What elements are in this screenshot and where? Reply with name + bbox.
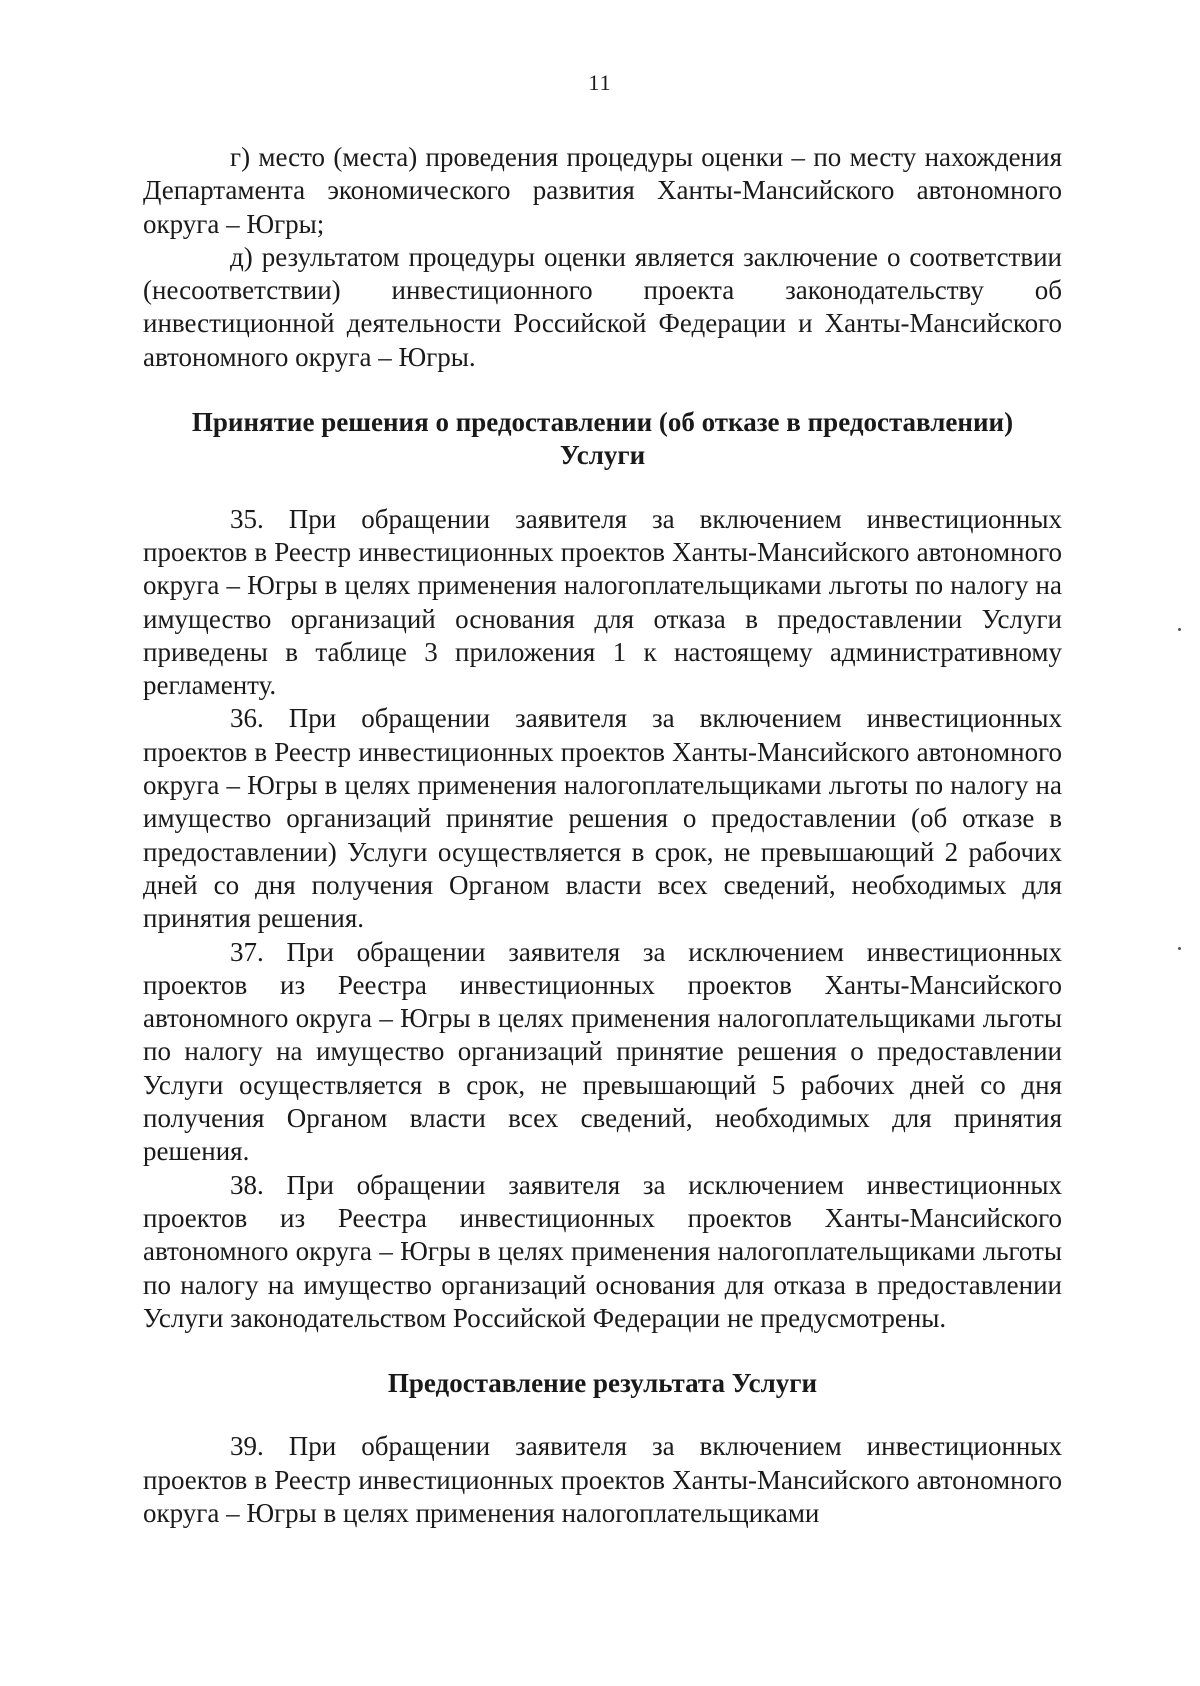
paragraph-38: 38. При обращении заявителя за исключением инвестиционных проектов из Реестра инвестиционных проектов Ханты-Мансийского автономного округа – Югры в целях применения налогоплательщиками льготы по налогу на имущество организаций основания для отказа в предоставлении Услуги законодательством Российской Федерации не предусмотрены. bbox=[143, 1169, 1062, 1333]
paragraph-39: 39. При обращении заявителя за включением инвестиционных проектов в Реестр инвестиционных проектов Ханты-Мансийского автономного округа – Югры в целях применения налогоплательщиками bbox=[143, 1431, 1062, 1528]
page-number: 11 bbox=[588, 70, 612, 95]
paragraph-37: 37. При обращении заявителя за исключением инвестиционных проектов из Реестра инвестиционных проектов Ханты-Мансийского автономного округа – Югры в целях применения налогоплательщиками льготы по налогу на имущество организаций принятие решения о предоставлении Услуги осуществляется в срок, не превышающий 5 рабочих дней со дня получения Органом власти всех сведений, необходимых для принятия решения. bbox=[143, 936, 1062, 1167]
scan-speck bbox=[1178, 947, 1181, 950]
document-body bbox=[143, 141, 1062, 1530]
section-heading-result: Предоставление результата Услуги bbox=[387, 1368, 818, 1399]
paragraph-35: 35. При обращении заявителя за включением инвестиционных проектов в Реестр инвестиционных проектов Ханты-Мансийского автономного округа – Югры в целях применения налогоплательщиками льготы по налогу на имущество организаций основания для отказа в предоставлении Услуги приведены в таблице 3 приложения 1 к настоящему административному регламенту. bbox=[143, 503, 1062, 701]
section-heading-decision-line1: Принятие решения о предоставлении (об отказе в предоставлении) bbox=[191, 407, 1014, 438]
paragraph-item-d: д) результатом процедуры оценки является заключение о соответствии (несоответствии) инвестиционного проекта законодательству об инвестиционной деятельности Российской Федерации и Ханты-Мансийского автономного округа – Югры. bbox=[143, 241, 1062, 372]
scan-speck bbox=[1178, 628, 1181, 631]
paragraph-36: 36. При обращении заявителя за включением инвестиционных проектов в Реестр инвестиционных проектов Ханты-Мансийского автономного округа – Югры в целях применения налогоплательщиками льготы по налогу на имущество организаций принятие решения о предоставлении (об отказе в предоставлении) Услуги осуществляется в срок, не превышающий 2 рабочих дней со дня получения Органом власти всех сведений, необходимых для принятия решения. bbox=[143, 703, 1062, 934]
paragraph-item-g: г) место (места) проведения процедуры оценки – по месту нахождения Департамента экономического развития Ханты-Мансийского автономного округа – Югры; bbox=[143, 142, 1062, 239]
section-heading-decision-line2: Услуги bbox=[559, 440, 646, 471]
